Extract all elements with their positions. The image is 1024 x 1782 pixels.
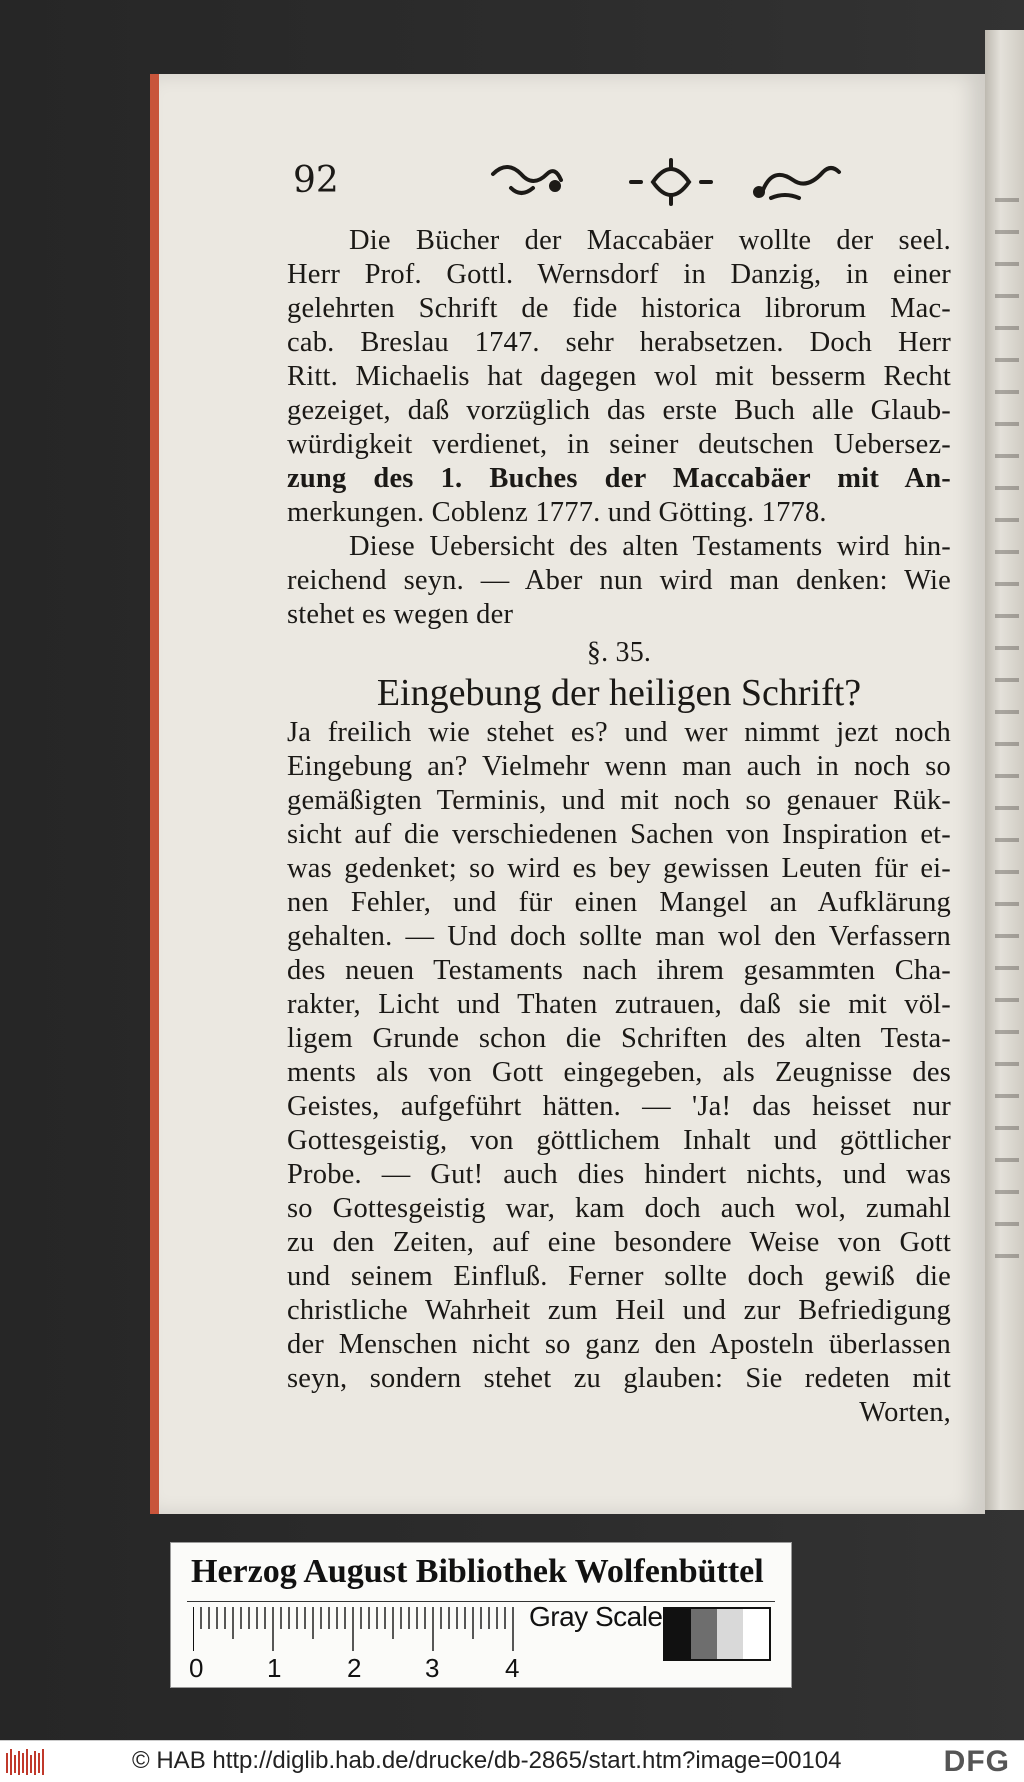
swatch-black: [665, 1609, 691, 1659]
text-line: Ja freilich wie stehet es? und wer nimmt jezt noch: [287, 717, 951, 748]
text-line: gemäßigten Terminis, und mit noch so genauer Rük-: [287, 785, 951, 816]
text-line: ligem Grunde schon die Schriften des alten Testa-: [287, 1023, 951, 1054]
gray-scale-label: Gray Scale: [529, 1601, 663, 1632]
text-line: und seinem Einfluß. Ferner sollte doch gewiß die: [287, 1261, 951, 1292]
gray-swatches: [663, 1607, 771, 1661]
ruler-number: 0: [189, 1653, 204, 1683]
ruler-number: 2: [347, 1653, 362, 1683]
ruler-number: 3: [425, 1653, 440, 1683]
text-line: christliche Wahrheit zum Heil und zur Befriedigung: [287, 1295, 951, 1326]
text-line: zu den Zeiten, auf eine besondere Weise von Gott: [287, 1227, 951, 1258]
text-line: Ritt. Michaelis hat dagegen wol mit besserm Recht: [287, 361, 951, 392]
swatch-dark-gray: [691, 1609, 717, 1659]
section-number: §. 35.: [586, 637, 652, 668]
text-line: des neuen Testaments nach ihrem gesammten Cha-: [287, 955, 951, 986]
text-line: stehet es wegen der: [287, 599, 514, 630]
text-line: seyn, sondern stehet zu glauben: Sie redeten mit: [287, 1363, 951, 1394]
text-line: so Gottesgeistig war, kam doch auch wol, zumahl: [287, 1193, 951, 1224]
text-line: Diese Uebersicht des alten Testaments wird hin-: [349, 531, 951, 562]
text-line: ments als von Gott eingegeben, als Zeugnisse des: [287, 1057, 951, 1088]
footer-bar: [0, 1740, 1024, 1782]
text-line: der Menschen nicht so ganz den Aposteln überlassen: [287, 1329, 951, 1360]
adjacent-page-text: [995, 180, 1019, 1280]
book-page: [150, 74, 985, 1514]
target-divider: [187, 1601, 775, 1602]
fleuron-ornament-icon: [481, 152, 881, 212]
swatch-light-gray: [717, 1609, 743, 1659]
section-heading: Eingebung der heiligen Schrift?: [376, 672, 862, 714]
text-line: rakter, Licht und Thaten zutrauen, daß sie mit völ-: [287, 989, 951, 1020]
text-line: Eingebung an? Vielmehr wenn man auch in noch so: [287, 751, 951, 782]
text-line: sicht auf die verschiedenen Sachen von Inspiration et-: [287, 819, 951, 850]
text-line: zung des 1. Buches der Maccabäer mit An-: [287, 463, 951, 494]
library-name: Herzog August Bibliothek Wolfenbüttel: [191, 1553, 764, 1590]
text-line: cab. Breslau 1747. sehr herabsetzen. Doch Herr: [287, 327, 951, 358]
text-line: merkungen. Coblenz 1777. und Götting. 1778.: [287, 497, 827, 528]
text-line: Probe. — Gut! auch dies hindert nichts, und was: [287, 1159, 951, 1190]
text-line: was gedenket; so wird es bey gewissen Leuten für ei-: [287, 853, 951, 884]
text-line: Die Bücher der Maccabäer wollte der seel.: [349, 225, 951, 256]
ruler-number: 4: [505, 1653, 520, 1683]
text-line: würdigkeit verdienet, in seiner deutschen Uebersez-: [287, 429, 951, 460]
text-line: gelehrten Schrift de fide historica librorum Mac-: [287, 293, 951, 324]
text-line: nen Fehler, und für einen Mangel an Aufklärung: [287, 887, 951, 918]
swatch-white: [743, 1609, 769, 1659]
text-line: gehalten. — Und doch sollte man wol den Verfassern: [287, 921, 951, 952]
catchword: Worten,: [859, 1397, 951, 1428]
footer-source-link[interactable]: © HAB http://diglib.hab.de/drucke/db-2865/start.htm?image=00104: [132, 1747, 842, 1774]
text-line: Gottesgeistig, von göttlichem Inhalt und göttlicher: [287, 1125, 951, 1156]
hab-barcode-logo-icon: [6, 1749, 48, 1775]
scale-ruler: [193, 1607, 515, 1651]
text-line: Geistes, aufgeführt hätten. — 'Ja! das heisset nur: [287, 1091, 951, 1122]
color-target-card: [170, 1542, 792, 1688]
text-line: gezeiget, daß vorzüglich das erste Buch alle Glaub-: [287, 395, 951, 426]
dfg-logo: DFG: [943, 1745, 1010, 1778]
page-number: 92: [293, 160, 339, 201]
text-line: reichend seyn. — Aber nun wird man denken: Wie: [287, 565, 951, 596]
text-line: Herr Prof. Gottl. Wernsdorf in Danzig, in einer: [287, 259, 951, 290]
page-text: [287, 224, 951, 1430]
ruler-number: 1: [267, 1653, 282, 1683]
